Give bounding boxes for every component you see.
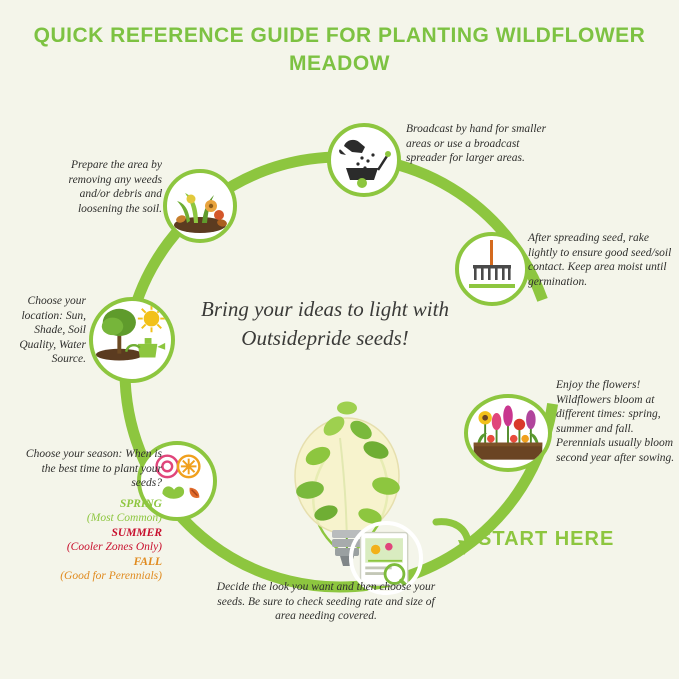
season-spring-note: (Most Common) <box>86 512 162 524</box>
caption-prepare-area: Prepare the area by removing any weeds and/or debris and loosening the soil. <box>68 159 162 215</box>
caption-choose-season-text: Choose your season: When is the best time to plant your seeds? <box>25 448 162 489</box>
season-fall <box>10 555 162 584</box>
sun-shade-watering-icon <box>93 300 171 380</box>
flower-bed-icon <box>468 397 548 469</box>
page-title: QUICK REFERENCE GUIDE FOR PLANTING WILDFLOWER MEADOW <box>33 24 646 75</box>
caption-rake-lightly: After spreading seed, rake lightly to ensure good seed/soil contact. Keep area moist until germination. <box>528 232 672 288</box>
season-summer-name: SUMMER <box>111 526 162 539</box>
caption-choose-location: Choose your location: Sun, Shade, Soil Quality, Water Source. <box>19 295 86 365</box>
caption-decide-look: Decide the look you want and then choose your seeds. Be sure to check seeding rate and size of area needing covered. <box>216 581 436 622</box>
season-summer <box>10 526 162 555</box>
start-here-label: START HERE <box>478 528 615 550</box>
step-node-prepare-area[interactable] <box>163 169 237 243</box>
slogan-text: Bring your ideas to light with Outsidepride seeds! <box>201 297 449 350</box>
caption-choose-season <box>10 447 162 584</box>
season-spring-name: SPRING <box>119 497 162 510</box>
rake-icon <box>461 238 523 300</box>
caption-broadcast-seed: Broadcast by hand for smaller areas or use a broadcast spreader for larger areas. <box>406 123 547 164</box>
hand-spreading-seed-icon <box>332 128 396 192</box>
weeds-soil-icon <box>167 173 233 239</box>
step-node-broadcast-seed[interactable] <box>327 123 401 197</box>
season-spring <box>10 497 162 526</box>
season-fall-name: FALL <box>133 555 162 568</box>
season-summer-note: (Cooler Zones Only) <box>66 541 162 553</box>
season-list <box>10 497 162 584</box>
season-fall-note: (Good for Perennials) <box>60 570 162 582</box>
start-here-arrow-icon <box>432 518 480 558</box>
caption-enjoy-flowers: Enjoy the flowers! Wildflowers bloom at different times: spring, summer and fall. Perennials usually bloom second year after sowing. <box>556 379 675 464</box>
step-node-choose-location[interactable] <box>89 297 175 383</box>
step-node-enjoy-flowers[interactable] <box>464 394 552 472</box>
